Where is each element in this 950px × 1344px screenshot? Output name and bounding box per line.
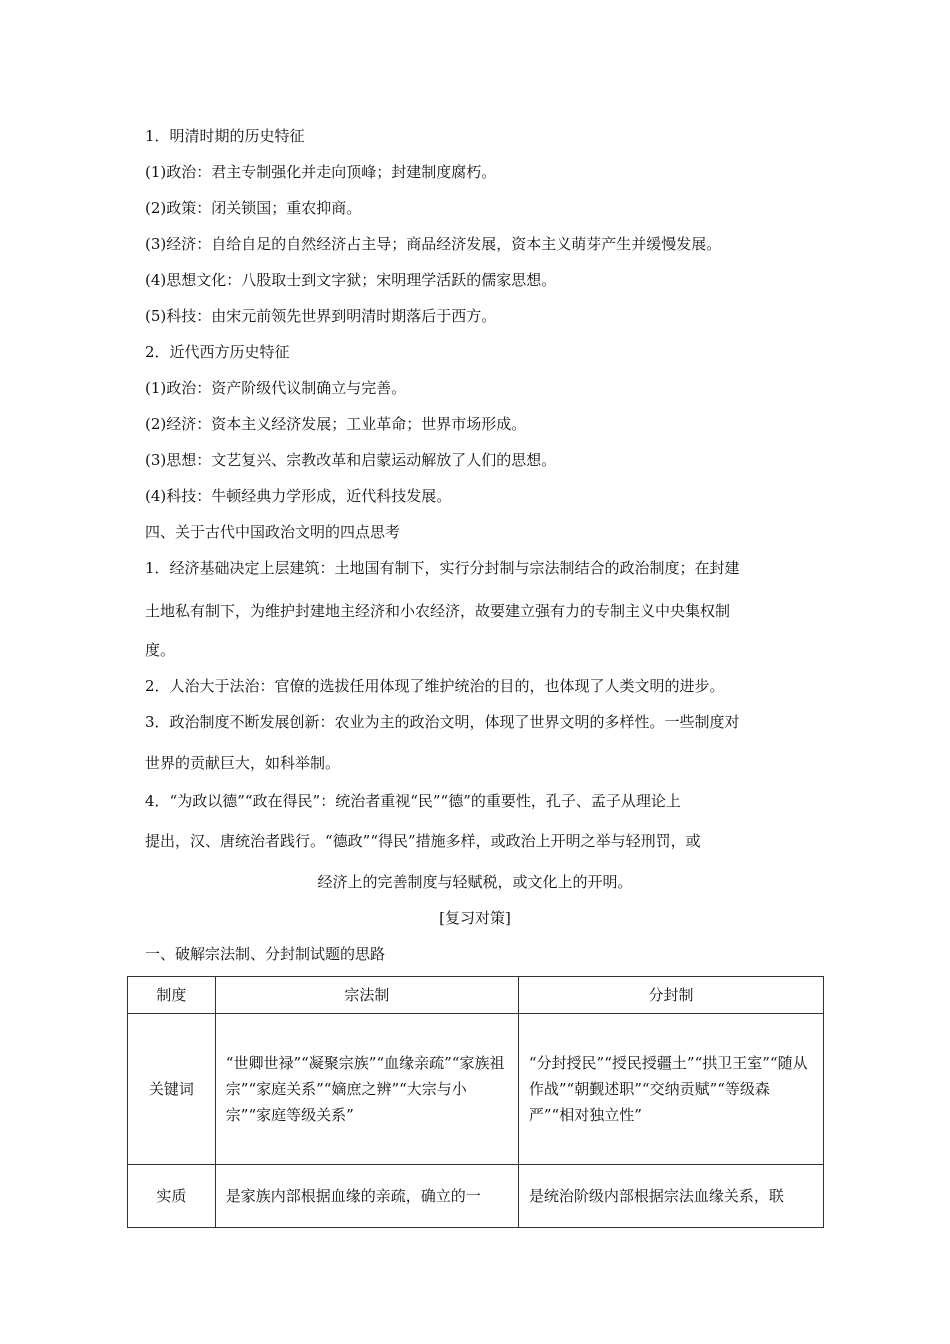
list-item: (2)经济：资本主义经济发展；工业革命；世界市场形成。 (145, 415, 527, 433)
table-row (128, 1165, 824, 1228)
list-item: (4)科技：牛顿经典力学形成，近代科技发展。 (145, 487, 452, 505)
paragraph-line: 经济上的完善制度与轻赋税，或文化上的开明。 (317, 873, 633, 891)
table-header-row (128, 977, 824, 1014)
table-row (128, 1014, 824, 1165)
paragraph-line: 世界的贡献巨大，如科举制。 (145, 754, 341, 772)
list-item: (3)经济：自给自足的自然经济占主导；商品经济发展，资本主义萌芽产生并缓慢发展。 (145, 235, 722, 253)
paragraph-line: 提出，汉、唐统治者践行。“德政”“得民”措施多样，或政治上开明之举与轻刑罚，或 (145, 832, 701, 850)
paragraph-line: 2．人治大于法治：官僚的选拔任用体现了维护统治的目的，也体现了人类文明的进步。 (145, 677, 725, 695)
table-cell: “世卿世禄”“凝聚宗族”“血缘亲疏”“家族祖宗”“家庭关系”“嫡庶之辨”“大宗与小宗”“家庭等级关系” (215, 1014, 518, 1165)
paragraph-line: 4．“为政以德”“政在得民”：统治者重视“民”“德”的重要性，孔子、孟子从理论上 (145, 792, 681, 810)
table-header: 宗法制 (215, 977, 518, 1014)
paragraph-line: 3．政治制度不断发展创新：农业为主的政治文明，体现了世界文明的多样性。一些制度对 (145, 713, 740, 731)
list-item: (3)思想：文艺复兴、宗教改革和启蒙运动解放了人们的思想。 (145, 451, 557, 469)
list-item: (5)科技：由宋元前领先世界到明清时期落后于西方。 (145, 307, 497, 325)
paragraph-line: 1．经济基础决定上层建筑：土地国有制下，实行分封制与宗法制结合的政治制度；在封建 (145, 559, 740, 577)
list-item: (1)政治：君主专制强化并走向顶峰；封建制度腐朽。 (145, 163, 497, 181)
heading-four-thoughts: 四、关于古代中国政治文明的四点思考 (145, 523, 401, 541)
paragraph-line: 土地私有制下，为维护封建地主经济和小农经济，故要建立强有力的专制主义中央集权制 (145, 602, 731, 620)
list-item: (1)政治：资产阶级代议制确立与完善。 (145, 379, 407, 397)
row-label: 关键词 (128, 1014, 216, 1165)
comparison-table (127, 976, 824, 1228)
list-item: (4)思想文化：八股取士到文字狱；宋明理学活跃的儒家思想。 (145, 271, 557, 289)
heading-ming-qing: 1．明清时期的历史特征 (145, 127, 305, 145)
table-header: 制度 (128, 977, 216, 1014)
table-cell: 是家族内部根据血缘的亲疏，确立的一 (215, 1165, 518, 1228)
heading-section-one: 一、破解宗法制、分封制试题的思路 (145, 945, 386, 963)
review-heading: [复习对策] (439, 909, 511, 927)
table-cell: 是统治阶级内部根据宗法血缘关系，联 (518, 1165, 823, 1228)
row-label: 实质 (128, 1165, 216, 1228)
table-cell: “分封授民”“授民授疆土”“拱卫王室”“随从作战”“朝觐述职”“交纳贡赋”“等级森严”“相对独立性” (518, 1014, 823, 1165)
list-item: (2)政策：闭关锁国；重农抑商。 (145, 199, 362, 217)
table-header: 分封制 (518, 977, 823, 1014)
heading-west: 2．近代西方历史特征 (145, 343, 290, 361)
paragraph-line: 度。 (145, 641, 176, 659)
